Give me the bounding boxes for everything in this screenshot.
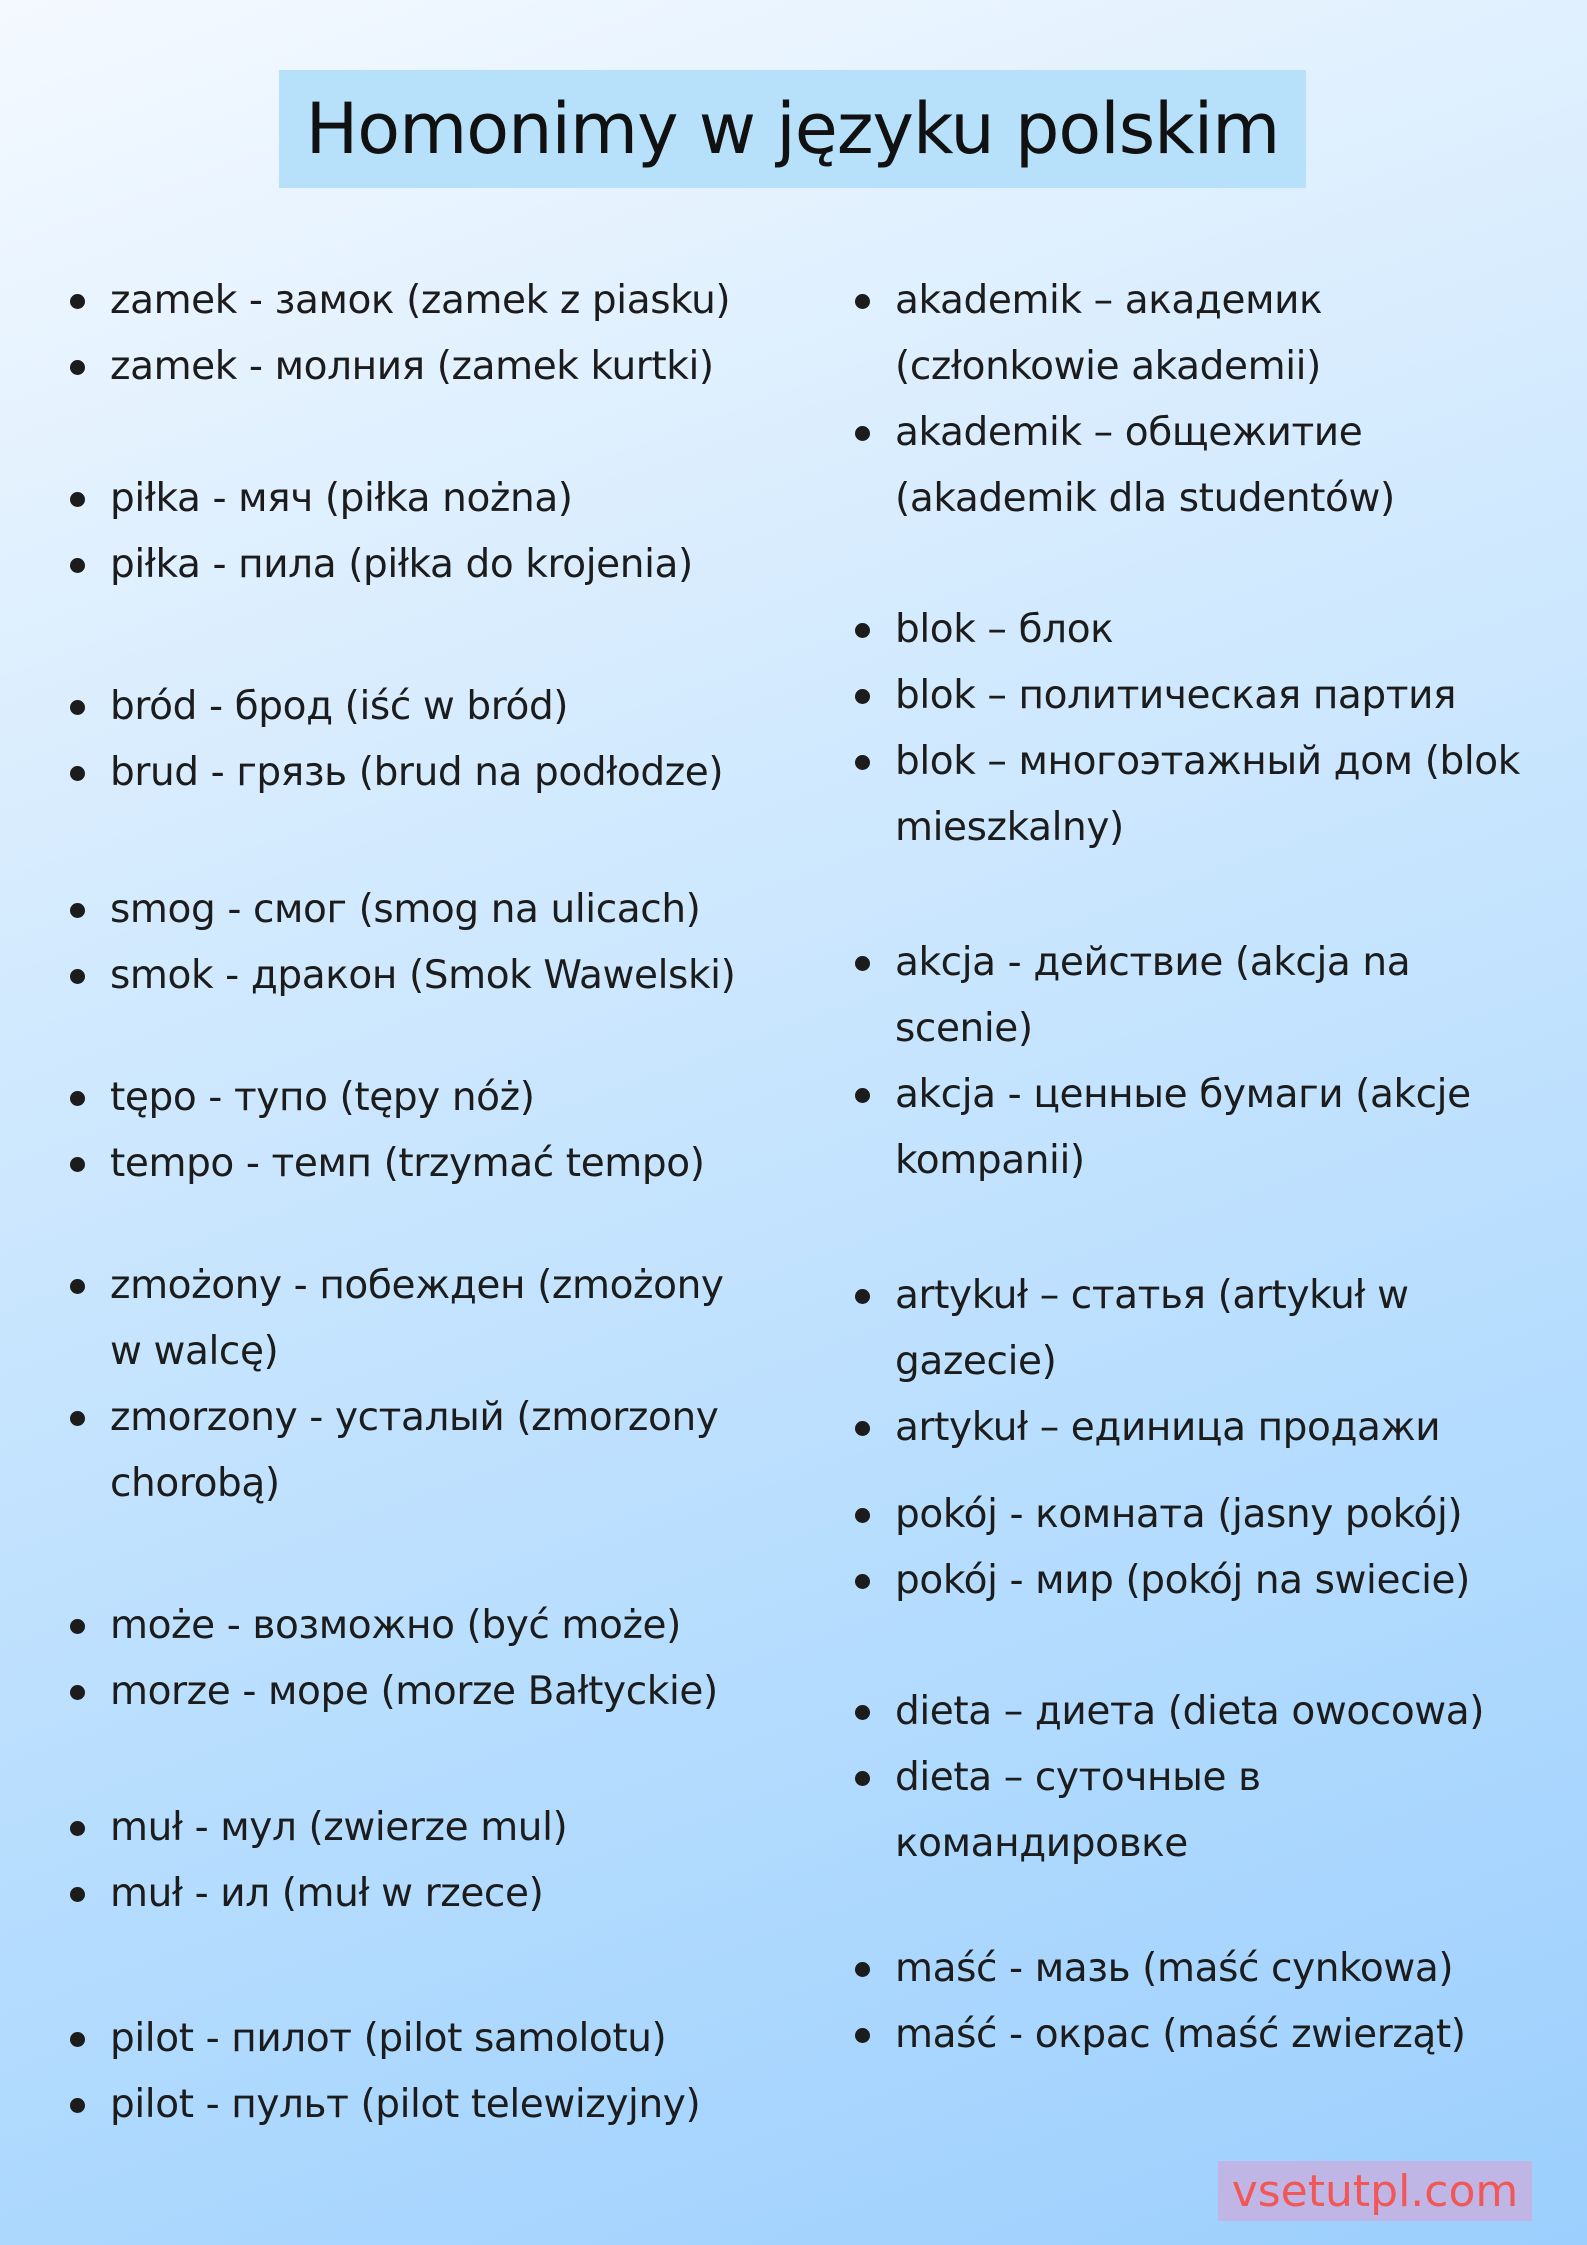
bullet-icon [855,1421,870,1436]
list-item-text: akademik – общежитие (akademik dla studentów) [895,410,1395,521]
homonym-group [64,2006,790,2138]
list-item-text: muł - мул (zwierze mul) [110,1805,568,1850]
list-item [849,268,1555,400]
list-item [64,943,790,1009]
list-item [849,729,1555,861]
homonym-group [64,674,790,806]
list-item-text: blok – политическая партия [895,673,1457,718]
homonym-group [64,1065,790,1197]
bullet-icon [70,1887,85,1902]
homonym-group [849,1936,1555,2068]
list-item [849,1679,1555,1745]
bullet-icon [855,294,870,309]
homonym-group [849,1679,1555,1877]
list-item-text: pokój - комната (jasny pokój) [895,1492,1463,1537]
list-item-text: może - возможно (być może) [110,1603,681,1648]
list-item-text: morze - море (morze Bałtyckie) [110,1669,718,1714]
bullet-icon [855,689,870,704]
bullet-icon [70,969,85,984]
list-item [64,1065,790,1131]
homonym-group [64,268,790,400]
list-item [64,268,790,334]
homonym-group [64,1253,790,1517]
list-item-text: blok – блок [895,607,1114,652]
list-item-text: tempo - темп (trzymać tempo) [110,1141,705,1186]
list-item-text: muł - ил (muł w rzece) [110,1871,544,1916]
list-item-text: tępo - тупо (tępy nóż) [110,1075,535,1120]
list-item [64,532,790,598]
bullet-icon [855,1508,870,1523]
list-item-text: brud - грязь (brud na podłodze) [110,750,724,795]
bullet-icon [855,956,870,971]
list-item [849,1482,1555,1548]
homonym-group [64,1593,790,1725]
bullet-icon [855,1289,870,1304]
bullet-icon [70,1411,85,1426]
list-item-text: zmorzony - усталый (zmorzony chorobą) [110,1395,719,1506]
bullet-icon [70,1821,85,1836]
homonym-group [849,1482,1555,1614]
homonym-group [64,877,790,1009]
list-item-text: artykuł – единица продажи [895,1405,1441,1450]
homonym-group [64,466,790,598]
list-item [849,930,1555,1062]
list-item-text: zamek - молния (zamek kurtki) [110,344,714,389]
list-item [849,1548,1555,1614]
list-item-text: maść - окрас (maść zwierząt) [895,2012,1466,2057]
list-item [64,740,790,806]
list-item-text: dieta – диета (dieta owocowa) [895,1689,1485,1734]
bullet-icon [855,623,870,638]
bullet-icon [70,294,85,309]
list-item [849,400,1555,532]
list-item-text: piłka - пила (piłka do krojenia) [110,542,693,587]
bullet-icon [70,903,85,918]
list-item-text: smok - дракон (Smok Wawelski) [110,953,736,998]
homonym-group [64,1795,790,1927]
list-item [849,597,1555,663]
homonym-group [849,597,1555,861]
bullet-icon [855,1962,870,1977]
list-item-text: pilot - пилот (pilot samolotu) [110,2016,667,2061]
bullet-icon [855,1088,870,1103]
list-item [849,663,1555,729]
bullet-icon [70,700,85,715]
list-item-text: akademik – академик (członkowie akademii) [895,278,1323,389]
list-item [849,2002,1555,2068]
bullet-icon [855,1771,870,1786]
list-item [64,466,790,532]
list-item-text: artykuł – статья (artykuł w gazecie) [895,1273,1409,1384]
list-item [64,1131,790,1197]
list-item-text: akcja - действие (akcja na scenie) [895,940,1411,1051]
list-item [64,674,790,740]
list-item [64,1659,790,1725]
list-item-text: smog - смог (smog na ulicach) [110,887,701,932]
list-item-text: akcja - ценные бумаги (akcje kompanii) [895,1072,1471,1183]
bullet-icon [70,360,85,375]
page-title: Homonimy w języku polskim [305,88,1280,170]
list-item [64,877,790,943]
list-item [849,1062,1555,1194]
list-item [849,1395,1555,1461]
watermark: vsetutpl.com [1218,2161,1532,2221]
homonym-group [849,930,1555,1194]
list-item [849,1263,1555,1395]
title-box [279,70,1306,188]
bullet-icon [855,1574,870,1589]
bullet-icon [70,1157,85,1172]
homonym-group [849,268,1555,532]
bullet-icon [70,1091,85,1106]
list-item-text: piłka - мяч (piłka nożna) [110,476,573,521]
list-item-text: pilot - пульт (pilot telewizyjny) [110,2082,701,2127]
list-item [64,1795,790,1861]
bullet-icon [70,1685,85,1700]
bullet-icon [70,1279,85,1294]
bullet-icon [70,2098,85,2113]
list-item-text: blok – многоэтажный дом (blok mieszkalny) [895,739,1520,850]
list-item [64,334,790,400]
list-item [64,2072,790,2138]
list-item [849,1936,1555,2002]
bullet-icon [855,1705,870,1720]
bullet-icon [855,426,870,441]
bullet-icon [70,766,85,781]
list-item [64,1593,790,1659]
list-item [64,1861,790,1927]
list-item-text: zmożony - побежден (zmożony w walcę) [110,1263,724,1374]
list-item-text: dieta – суточные в командировке [895,1755,1261,1866]
bullet-icon [70,492,85,507]
list-item [849,1745,1555,1877]
bullet-icon [855,755,870,770]
list-item [64,2006,790,2072]
list-item-text: pokój - мир (pokój na swiecie) [895,1558,1470,1603]
bullet-icon [70,2032,85,2047]
bullet-icon [70,558,85,573]
homonym-group [849,1263,1555,1461]
list-item-text: bród - брод (iść w bród) [110,684,569,729]
list-item [64,1385,790,1517]
list-item-text: maść - мазь (maść cynkowa) [895,1946,1454,1991]
list-item [64,1253,790,1385]
bullet-icon [70,1619,85,1634]
bullet-icon [855,2028,870,2043]
list-item-text: zamek - замок (zamek z piasku) [110,278,731,323]
